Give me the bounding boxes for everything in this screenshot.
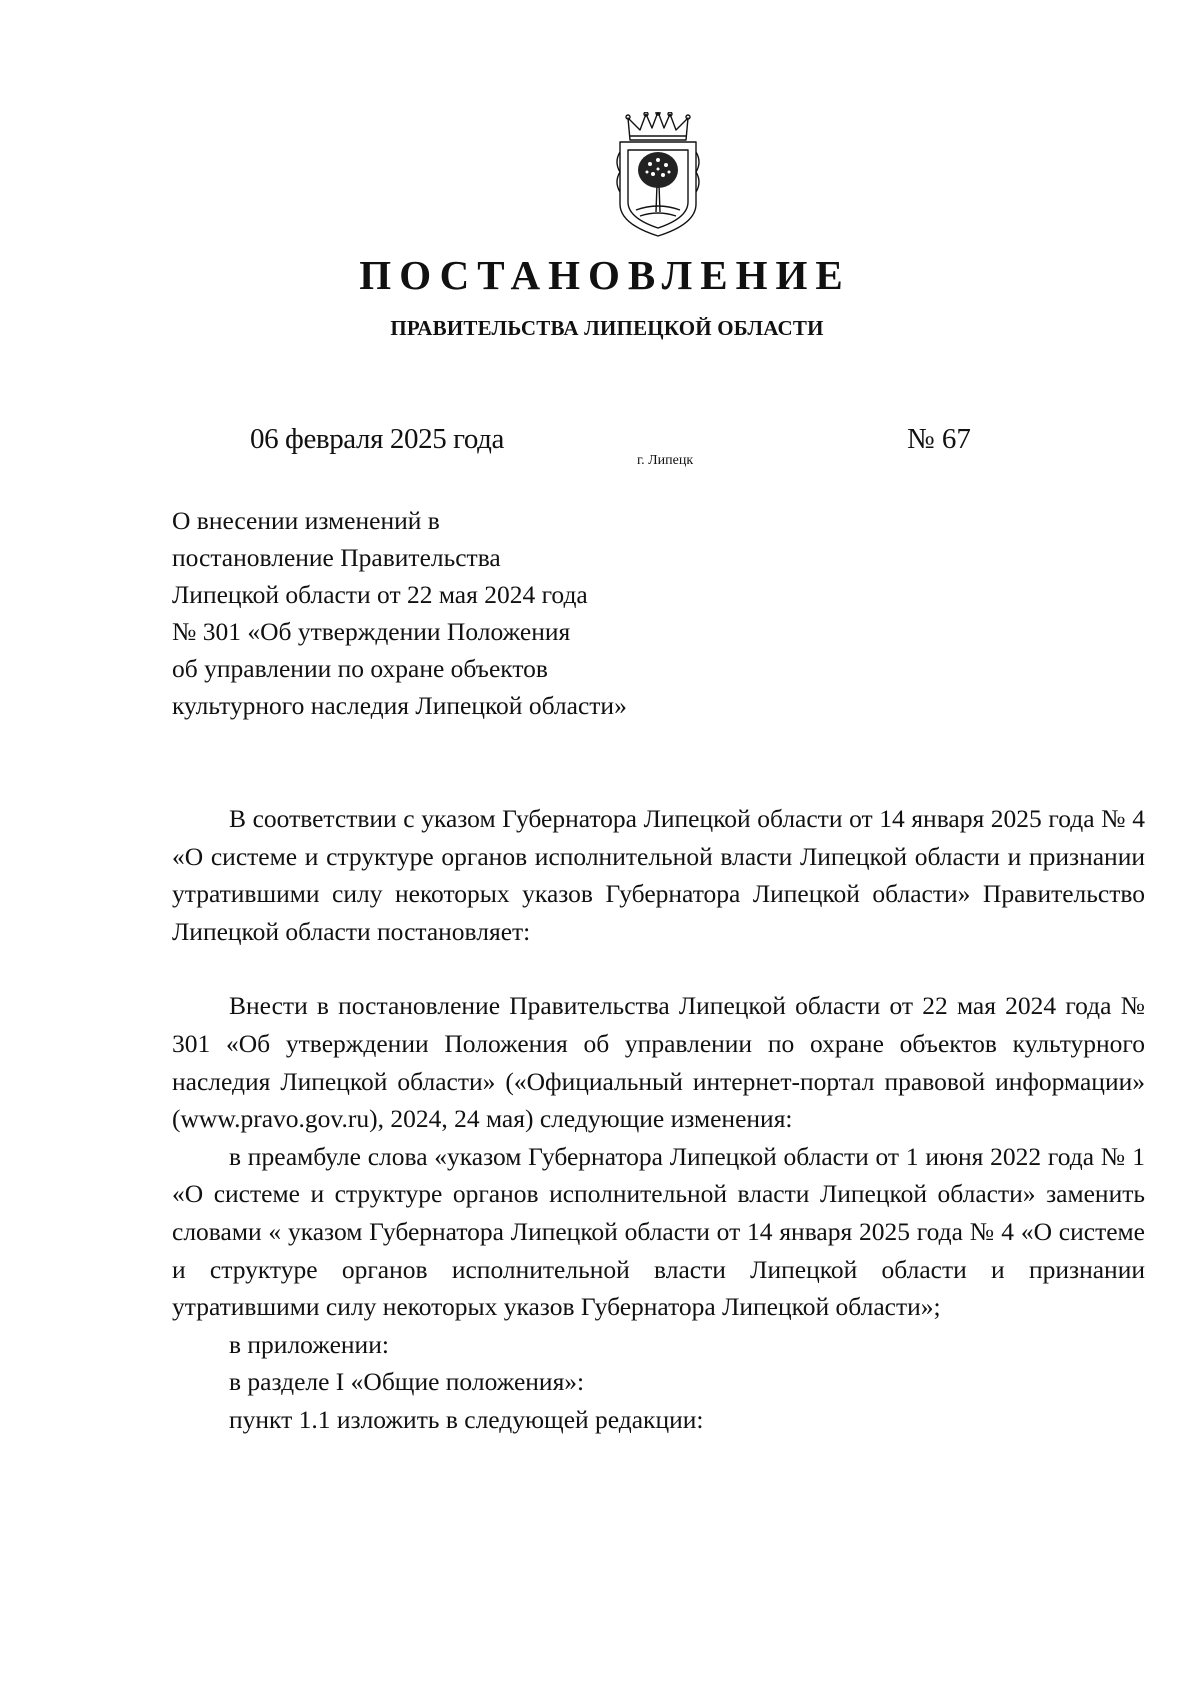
- subject-line: Липецкой области от 22 мая 2024 года: [172, 580, 588, 609]
- document-date: 06 февраля 2025 года: [250, 423, 505, 455]
- subject-line: постановление Правительства: [172, 543, 501, 572]
- document-body: [172, 800, 1145, 1439]
- document-issuer: ПРАВИТЕЛЬСТВА ЛИПЕЦКОЙ ОБЛАСТИ: [390, 316, 824, 340]
- subject-line: об управлении по охране объектов: [172, 654, 548, 683]
- document-title: ПОСТАНОВЛЕНИЕ: [359, 252, 851, 298]
- body-paragraph: в приложении:: [229, 1329, 389, 1359]
- coat-of-arms-icon: [612, 112, 704, 238]
- body-paragraph: В соответствии с указом Губернатора Липецкой области от 14 января 2025 года № 4 «О системе и структуре органов исполнительной власти Липецкой области и признании утратившими силу некоторых указов Губернатора Липецкой области» Правительство Липецкой области постановляет:: [172, 804, 1145, 946]
- document-city: г. Липецк: [637, 453, 694, 468]
- document-subject: [172, 502, 732, 724]
- body-paragraph: пункт 1.1 изложить в следующей редакции:: [229, 1404, 704, 1434]
- subject-line: О внесении изменений в: [172, 506, 440, 535]
- document-number: № 67: [907, 423, 971, 455]
- body-paragraph: Внести в постановление Правительства Липецкой области от 22 мая 2024 года № 301 «Об утверждении Положения об управлении по охране объектов культурного наследия Липецкой области» («Официальный интернет-портал правовой информации» (www.pravo.gov.ru), 2024, 24 мая) следующие изменения:: [172, 991, 1145, 1134]
- body-paragraph: в преамбуле слова «указом Губернатора Липецкой области от 1 июня 2022 года № 1 «О системе и структуре органов исполнительной власти Липецкой области» заменить словами « указом Губернатора Липецкой области от 14 января 2025 года № 4 «О системе и структуре органов исполнительной власти Липецкой области и признании утратившими силу некоторых указов Губернатора Липецкой области»;: [172, 1141, 1145, 1322]
- subject-line: № 301 «Об утверждении Положения: [172, 617, 571, 646]
- subject-line: культурного наследия Липецкой области»: [172, 691, 627, 720]
- body-paragraph: в разделе I «Общие положения»:: [229, 1367, 585, 1397]
